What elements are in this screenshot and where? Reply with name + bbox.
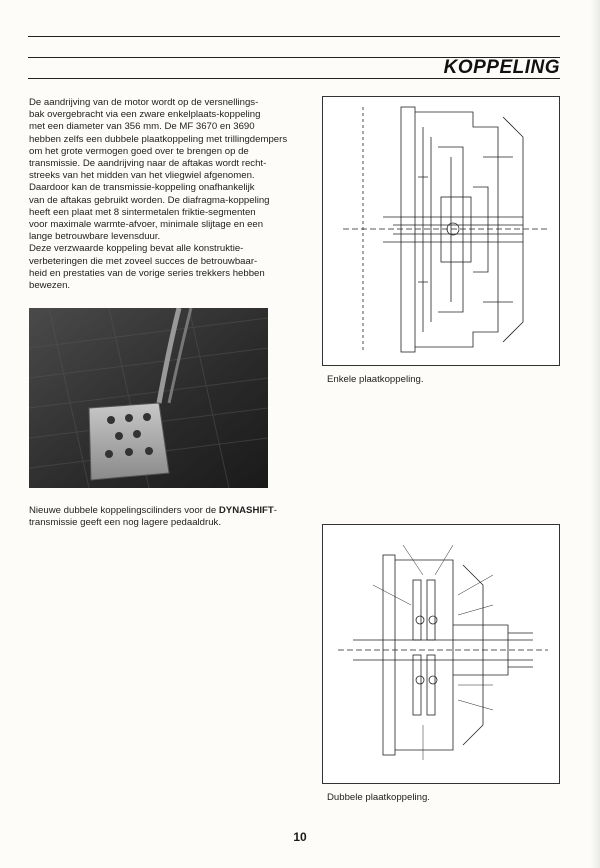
intro-line: voor maximale warmte-afvoer, minimale slijtage en een — [29, 219, 264, 231]
single-plate-caption: Enkele plaatkoppeling. — [327, 374, 424, 385]
intro-line: transmissie. De aandrijving naar de aftakas wordt recht- — [29, 158, 267, 170]
intro-line: Daardoor kan de transmissie-koppeling onafhankelijk — [29, 182, 255, 194]
intro-line: lange betrouwbare levensduur. — [29, 231, 161, 243]
intro-line: van de aftakas gebruikt worden. De diafragma-koppeling — [29, 194, 270, 206]
intro-line: De aandrijving van de motor wordt op de versnellings- — [29, 97, 259, 108]
intro-line: hebben zelfs een dubbele plaatkoppeling met trillingdempers — [29, 133, 288, 145]
header-rule-top — [28, 36, 560, 37]
intro-line: bak overgebracht via een zware enkelplaats-koppeling — [29, 109, 261, 121]
intro-paragraph — [29, 97, 309, 292]
intro-line: om het grote vermogen goed over te brengen op de — [29, 145, 249, 157]
pedal-caption — [29, 505, 319, 529]
page-title: KOPPELING — [443, 57, 560, 78]
intro-line: Deze verzwaarde koppeling bevat alle konstruktie- — [29, 243, 244, 255]
pedal-caption-prefix: Nieuwe dubbele koppelingscilinders voor de — [29, 505, 219, 516]
intro-line: heid en prestaties van de vorige series trekkers hebben — [29, 267, 265, 279]
page-spine-shadow — [590, 0, 600, 868]
page-number: 10 — [293, 830, 307, 844]
pedal-caption-hyphen: - — [273, 505, 277, 516]
intro-line: bewezen. — [29, 280, 71, 292]
pedal-caption-line2: transmissie geeft een nog lagere pedaaldruk. — [29, 517, 221, 529]
single-plate-clutch-diagram — [322, 96, 560, 366]
pedal-photo — [29, 308, 268, 488]
double-plate-caption: Dubbele plaatkoppeling. — [327, 792, 430, 803]
double-plate-clutch-diagram — [322, 524, 560, 784]
intro-line: met een diameter van 356 mm. De MF 3670 en 3690 — [29, 121, 255, 133]
intro-line: heeft een plaat met 8 sintermetalen friktie-segmenten — [29, 206, 256, 218]
pedal-caption-brand: DYNASHIFT — [218, 505, 274, 516]
intro-line: streeks van het midden van het vliegwiel afgenomen. — [29, 170, 255, 182]
intro-line: verbeteringen die met zoveel succes de betrouwbaar- — [29, 255, 258, 267]
